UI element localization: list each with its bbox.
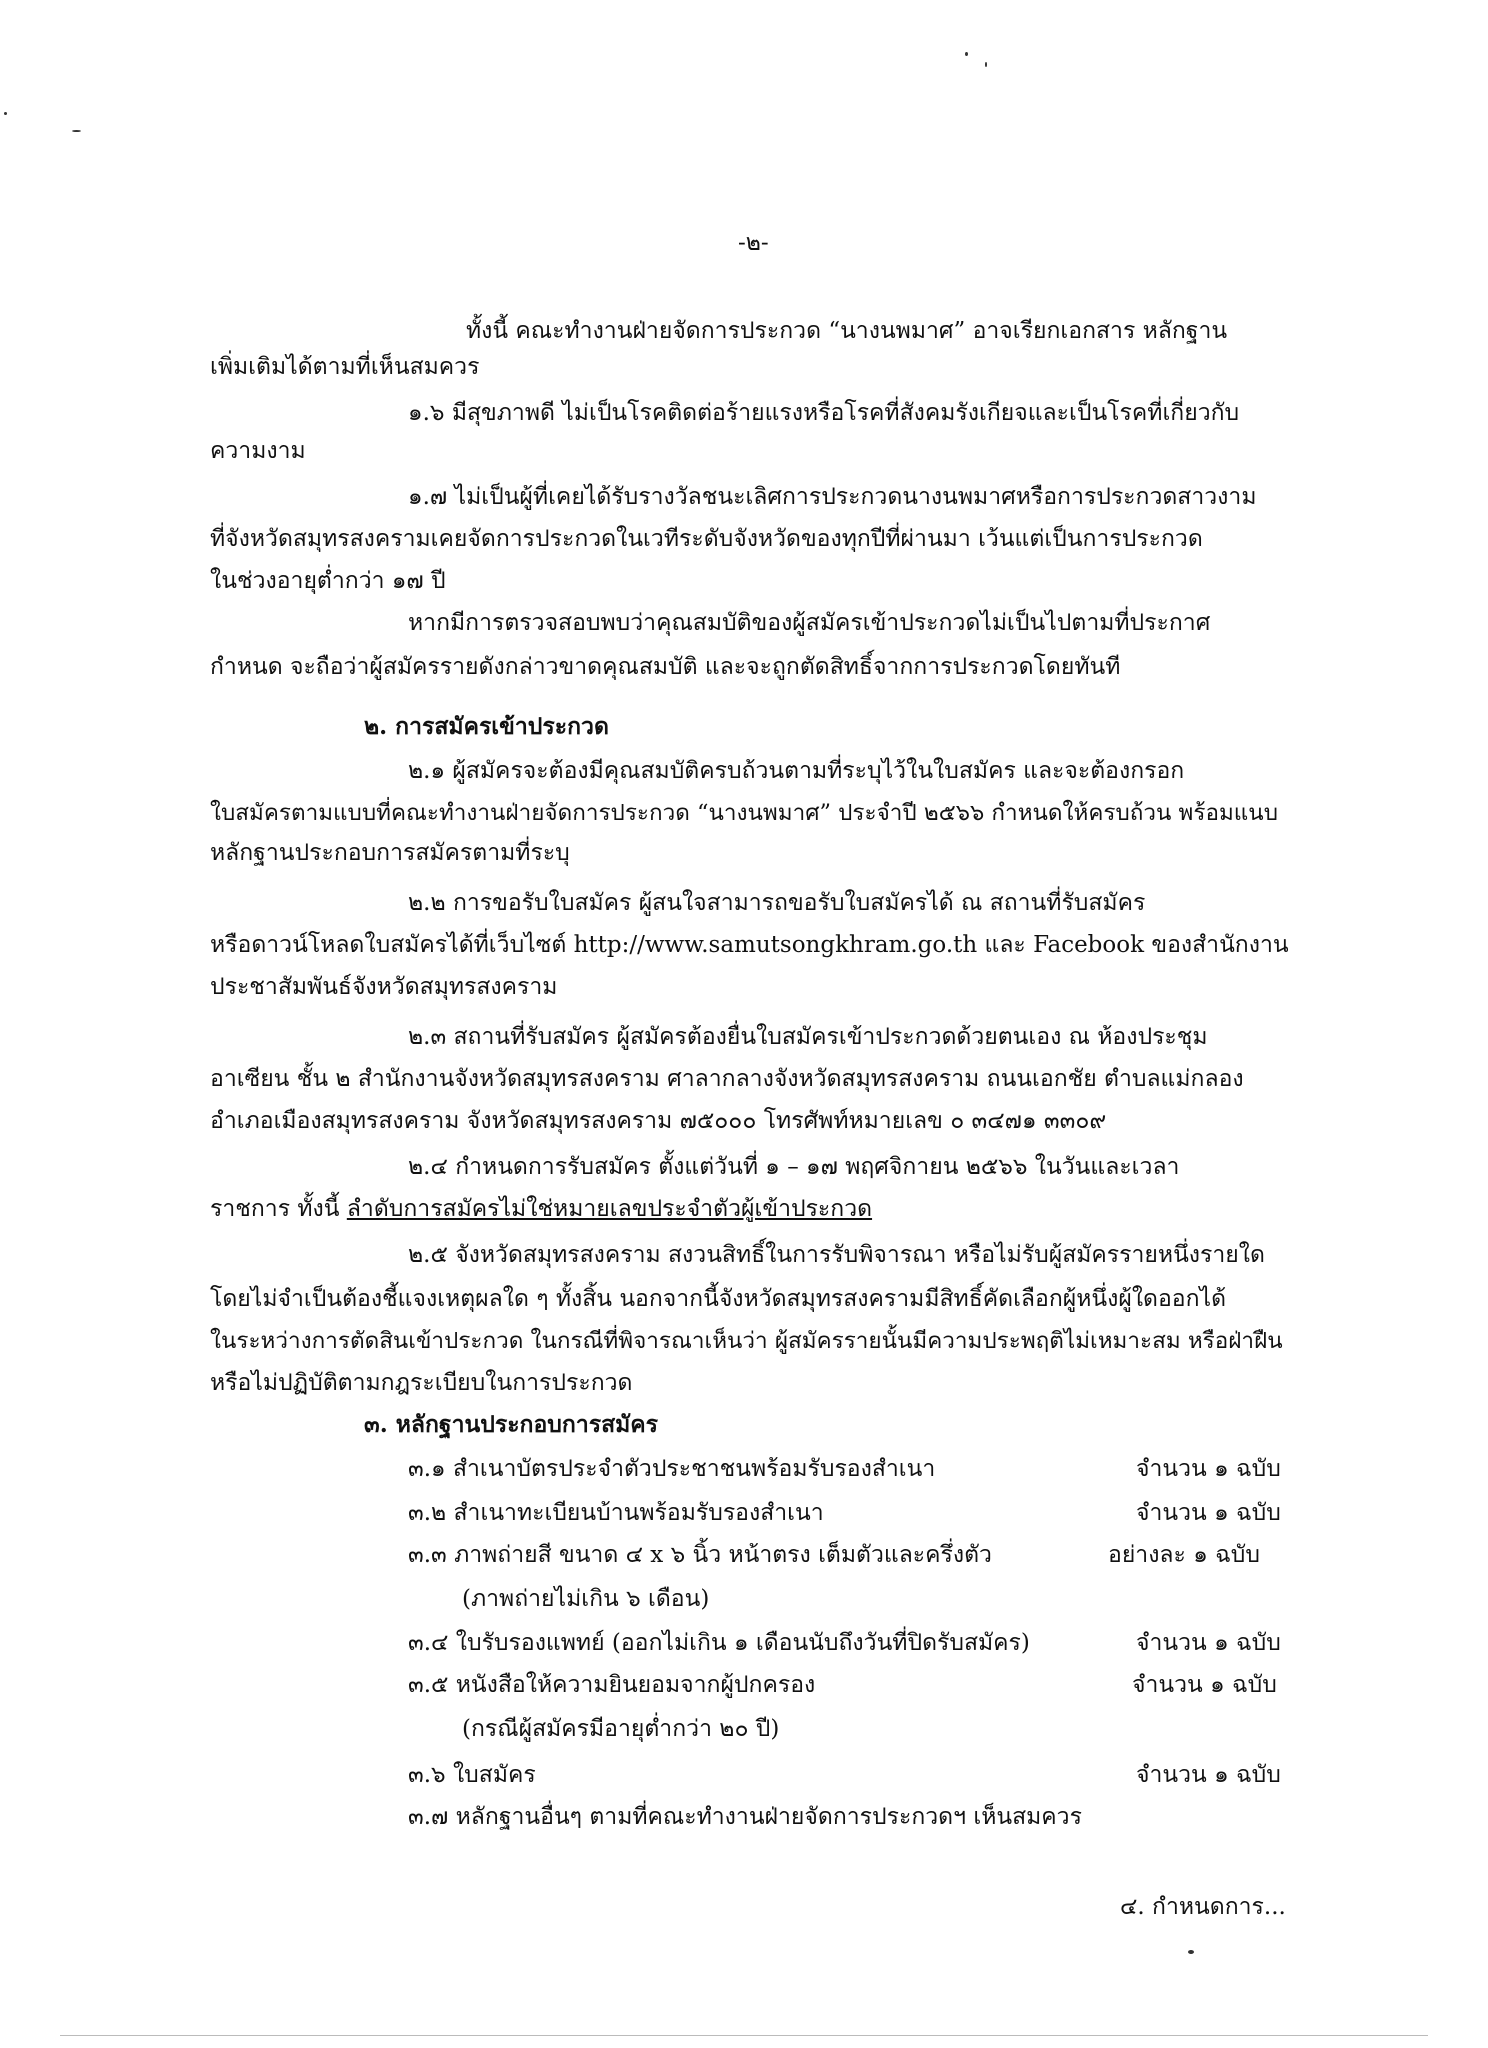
evidence-qty-3-5: จำนวน ๑ ฉบับ (1132, 1672, 1277, 1698)
item-2-5-line-2: โดยไม่จำเป็นต้องชี้แจงเหตุผลใด ๆ ทั้งสิ้น นอกจากนี้จังหวัดสมุทรสงครามมีสิทธิ์คัดเลือกผู้หนึ่งผู้ใดออกได้ (210, 1286, 1227, 1312)
evidence-qty-3-4: จำนวน ๑ ฉบับ (1136, 1630, 1281, 1656)
item-2-1-line-3: หลักฐานประกอบการสมัครตามที่ระบุ (210, 840, 570, 866)
section-3-heading: ๓. หลักฐานประกอบการสมัคร (364, 1411, 659, 1438)
item-2-1-line-1: ๒.๑ ผู้สมัครจะต้องมีคุณสมบัติครบถ้วนตามที่ระบุไว้ในใบสมัคร และจะต้องกรอก (408, 758, 1185, 784)
item-2-4-underlined-note: ลำดับการสมัครไม่ใช่หมายเลขประจำตัวผู้เข้าประกวด (346, 1196, 873, 1222)
evidence-item-3-6: ๓.๖ ใบสมัคร (408, 1762, 536, 1788)
evidence-item-3-5: ๓.๕ หนังสือให้ความยินยอมจากผู้ปกครอง (408, 1672, 816, 1698)
scan-bottom-edge (60, 2035, 1428, 2036)
item-2-5-line-3: ในระหว่างการตัดสินเข้าประกวด ในกรณีที่พิจารณาเห็นว่า ผู้สมัครรายนั้นมีความประพฤติไม่เหมาะสม หรือฝ่าฝืน (210, 1328, 1283, 1354)
evidence-item-3-1: ๓.๑ สำเนาบัตรประจำตัวประชาชนพร้อมรับรองสำเนา (408, 1456, 936, 1482)
intro-line-1: ทั้งนี้ คณะทำงานฝ่ายจัดการประกวด “นางนพมาศ” อาจเรียกเอกสาร หลักฐาน (466, 318, 1228, 344)
evidence-note-3-3: (ภาพถ่ายไม่เกิน ๖ เดือน) (462, 1586, 710, 1612)
item-2-2-line-2: หรือดาวน์โหลดใบสมัครได้ที่เว็บไซต์ http://www.samutsongkhram.go.th และ Facebook ของสำนักงาน (210, 932, 1289, 958)
item-2-5-line-4: หรือไม่ปฏิบัติตามกฎระเบียบในการประกวด (210, 1370, 633, 1396)
evidence-qty-3-2: จำนวน ๑ ฉบับ (1136, 1500, 1281, 1526)
section-2-heading: ๒. การสมัครเข้าประกวด (364, 713, 609, 740)
scan-speck (985, 62, 987, 67)
item-2-4-line-2 (210, 1194, 872, 1224)
item-1-7-line-3: ในช่วงอายุต่ำกว่า ๑๗ ปี (210, 568, 446, 594)
item-1-6-line-1: ๑.๖ มีสุขภาพดี ไม่เป็นโรคติดต่อร้ายแรงหรือโรคที่สังคมรังเกียจและเป็นโรคที่เกี่ยวกับ (408, 400, 1240, 426)
page-number: -๒- (738, 230, 769, 256)
verification-line-2: กำหนด จะถือว่าผู้สมัครรายดังกล่าวขาดคุณสมบัติ และจะถูกตัดสิทธิ์จากการประกวดโดยทันที (210, 654, 1121, 680)
item-2-3-line-2: อาเซียน ชั้น ๒ สำนักงานจังหวัดสมุทรสงคราม ศาลากลางจังหวัดสมุทรสงคราม ถนนเอกชัย ตำบลแม่กลอง (210, 1066, 1244, 1092)
verification-line-1: หากมีการตรวจสอบพบว่าคุณสมบัติของผู้สมัครเข้าประกวดไม่เป็นไปตามที่ประกาศ (408, 610, 1211, 636)
continuation-marker: ๔. กำหนดการ... (1120, 1894, 1286, 1920)
intro-line-2: เพิ่มเติมได้ตามที่เห็นสมควร (210, 354, 480, 380)
evidence-qty-3-1: จำนวน ๑ ฉบับ (1136, 1456, 1281, 1482)
evidence-item-3-4: ๓.๔ ใบรับรองแพทย์ (ออกไม่เกิน ๑ เดือนนับถึงวันที่ปิดรับสมัคร) (408, 1630, 1030, 1656)
item-2-2-line-1: ๒.๒ การขอรับใบสมัคร ผู้สนใจสามารถขอรับใบสมัครได้ ณ สถานที่รับสมัคร (408, 890, 1146, 916)
evidence-item-3-2: ๓.๒ สำเนาทะเบียนบ้านพร้อมรับรองสำเนา (408, 1500, 824, 1526)
item-2-1-line-2: ใบสมัครตามแบบที่คณะทำงานฝ่ายจัดการประกวด “นางนพมาศ” ประจำปี ๒๕๖๖ กำหนดให้ครบถ้วน พร้อมแนบ (210, 800, 1278, 826)
item-1-6-line-2: ความงาม (210, 438, 306, 464)
item-1-7-line-1: ๑.๗ ไม่เป็นผู้ที่เคยได้รับรางวัลชนะเลิศการประกวดนางนพมาศหรือการประกวดสาวงาม (408, 484, 1257, 510)
item-2-3-line-3: อำเภอเมืองสมุทรสงคราม จังหวัดสมุทรสงคราม ๗๕๐๐๐ โทรศัพท์หมายเลข ๐ ๓๔๗๑ ๓๓๐๙ (210, 1108, 1107, 1134)
scan-speck (4, 112, 7, 115)
scan-speck (72, 130, 81, 132)
scan-speck (965, 52, 968, 56)
item-2-5-line-1: ๒.๕ จังหวัดสมุทรสงคราม สงวนสิทธิ์ในการรับพิจารณา หรือไม่รับผู้สมัครรายหนึ่งรายใด (408, 1242, 1265, 1268)
item-2-2-line-3: ประชาสัมพันธ์จังหวัดสมุทรสงคราม (210, 974, 558, 1000)
evidence-item-3-7: ๓.๗ หลักฐานอื่นๆ ตามที่คณะทำงานฝ่ายจัดการประกวดฯ เห็นสมควร (408, 1804, 1082, 1830)
evidence-qty-3-3: อย่างละ ๑ ฉบับ (1108, 1542, 1260, 1568)
scan-speck (1188, 1950, 1194, 1954)
item-2-4-line-1: ๒.๔ กำหนดการรับสมัคร ตั้งแต่วันที่ ๑ – ๑๗ พฤศจิกายน ๒๕๖๖ ในวันและเวลา (408, 1154, 1180, 1180)
item-2-3-line-1: ๒.๓ สถานที่รับสมัคร ผู้สมัครต้องยื่นใบสมัครเข้าประกวดด้วยตนเอง ณ ห้องประชุม (408, 1024, 1208, 1050)
item-1-7-line-2: ที่จังหวัดสมุทรสงครามเคยจัดการประกวดในเวทีระดับจังหวัดของทุกปีที่ผ่านมา เว้นแต่เป็นการประกวด (210, 526, 1203, 552)
evidence-qty-3-6: จำนวน ๑ ฉบับ (1136, 1762, 1281, 1788)
item-2-4-prefix: ราชการ ทั้งนี้ (210, 1196, 347, 1222)
evidence-note-3-5: (กรณีผู้สมัครมีอายุต่ำกว่า ๒๐ ปี) (462, 1716, 780, 1742)
evidence-item-3-3: ๓.๓ ภาพถ่ายสี ขนาด ๔ x ๖ นิ้ว หน้าตรง เต็มตัวและครึ่งตัว (408, 1542, 992, 1568)
